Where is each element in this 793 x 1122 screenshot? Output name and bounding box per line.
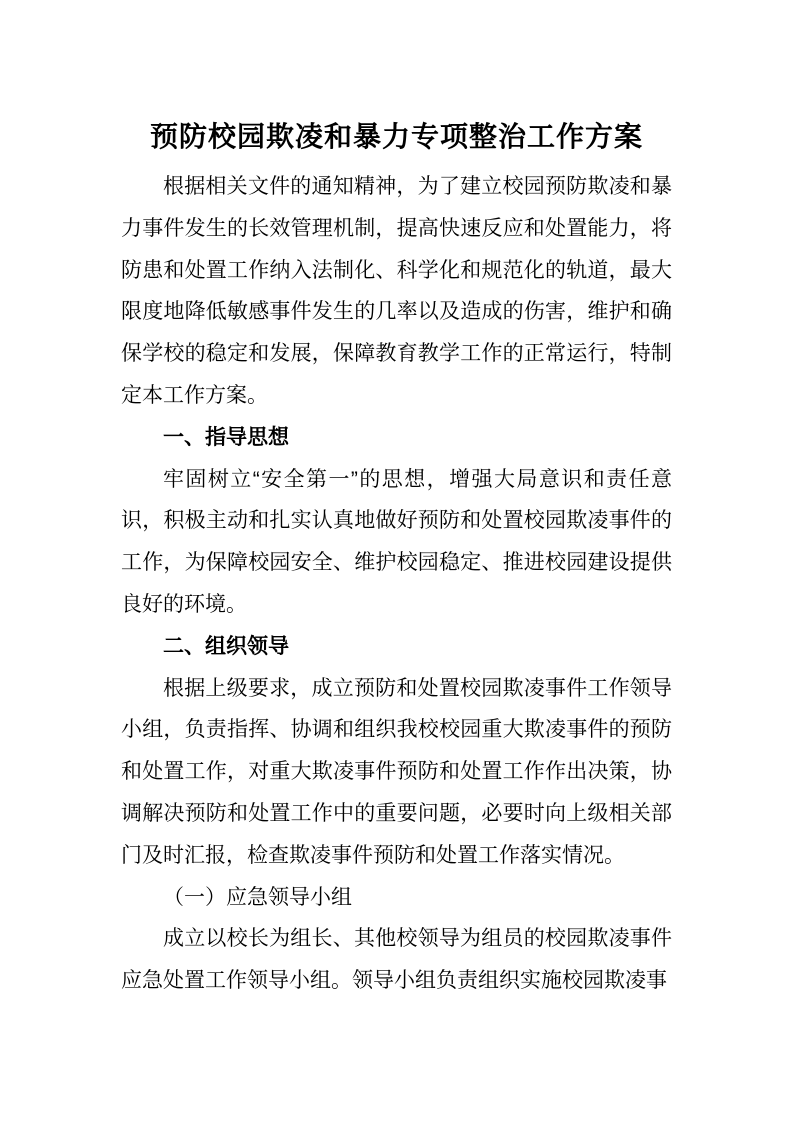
paragraph: 牢固树立“安全第一”的思想，增强大局意识和责任意识，积极主动和扎实认真地做好预防和处置校园欺凌事件的工作，为保障校园安全、维护校园稳定、推进校园建设提供良好的环境。 bbox=[121, 467, 672, 616]
paragraph: 根据相关文件的通知精神，为了建立校园预防欺凌和暴力事件发生的长效管理机制，提高快速反应和处置能力，将防患和处置工作纳入法制化、科学化和规范化的轨道，最大限度地降低敏感事件发生的几率以及造成的伤害，维护和确保学校的稳定和发展，保障教育教学工作的正常运行，特制定本工作方案。 bbox=[121, 175, 672, 407]
document-title: 预防校园欺凌和暴力专项整治工作方案 bbox=[149, 121, 643, 152]
paragraph: 成立以校长为组长、其他校领导为组员的校园欺凌事件应急处置工作领导小组。领导小组负责组织实施校园欺凌事 bbox=[121, 927, 672, 993]
section-subheading: （一）应急领导小组 bbox=[163, 885, 352, 909]
section-heading: 一、指导思想 bbox=[163, 425, 289, 449]
document-content bbox=[121, 114, 672, 1002]
paragraph: 根据上级要求，成立预防和处置校园欺凌事件工作领导小组，负责指挥、协调和组织我校校园重大欺凌事件的预防和处置工作，对重大欺凌事件预防和处置工作作出决策，协调解决预防和处置工作中的重要问题，必要时向上级相关部门及时汇报，检查欺凌事件预防和处置工作落实情况。 bbox=[121, 676, 672, 867]
document-body bbox=[121, 166, 672, 1002]
section-heading: 二、组织领导 bbox=[163, 634, 289, 658]
